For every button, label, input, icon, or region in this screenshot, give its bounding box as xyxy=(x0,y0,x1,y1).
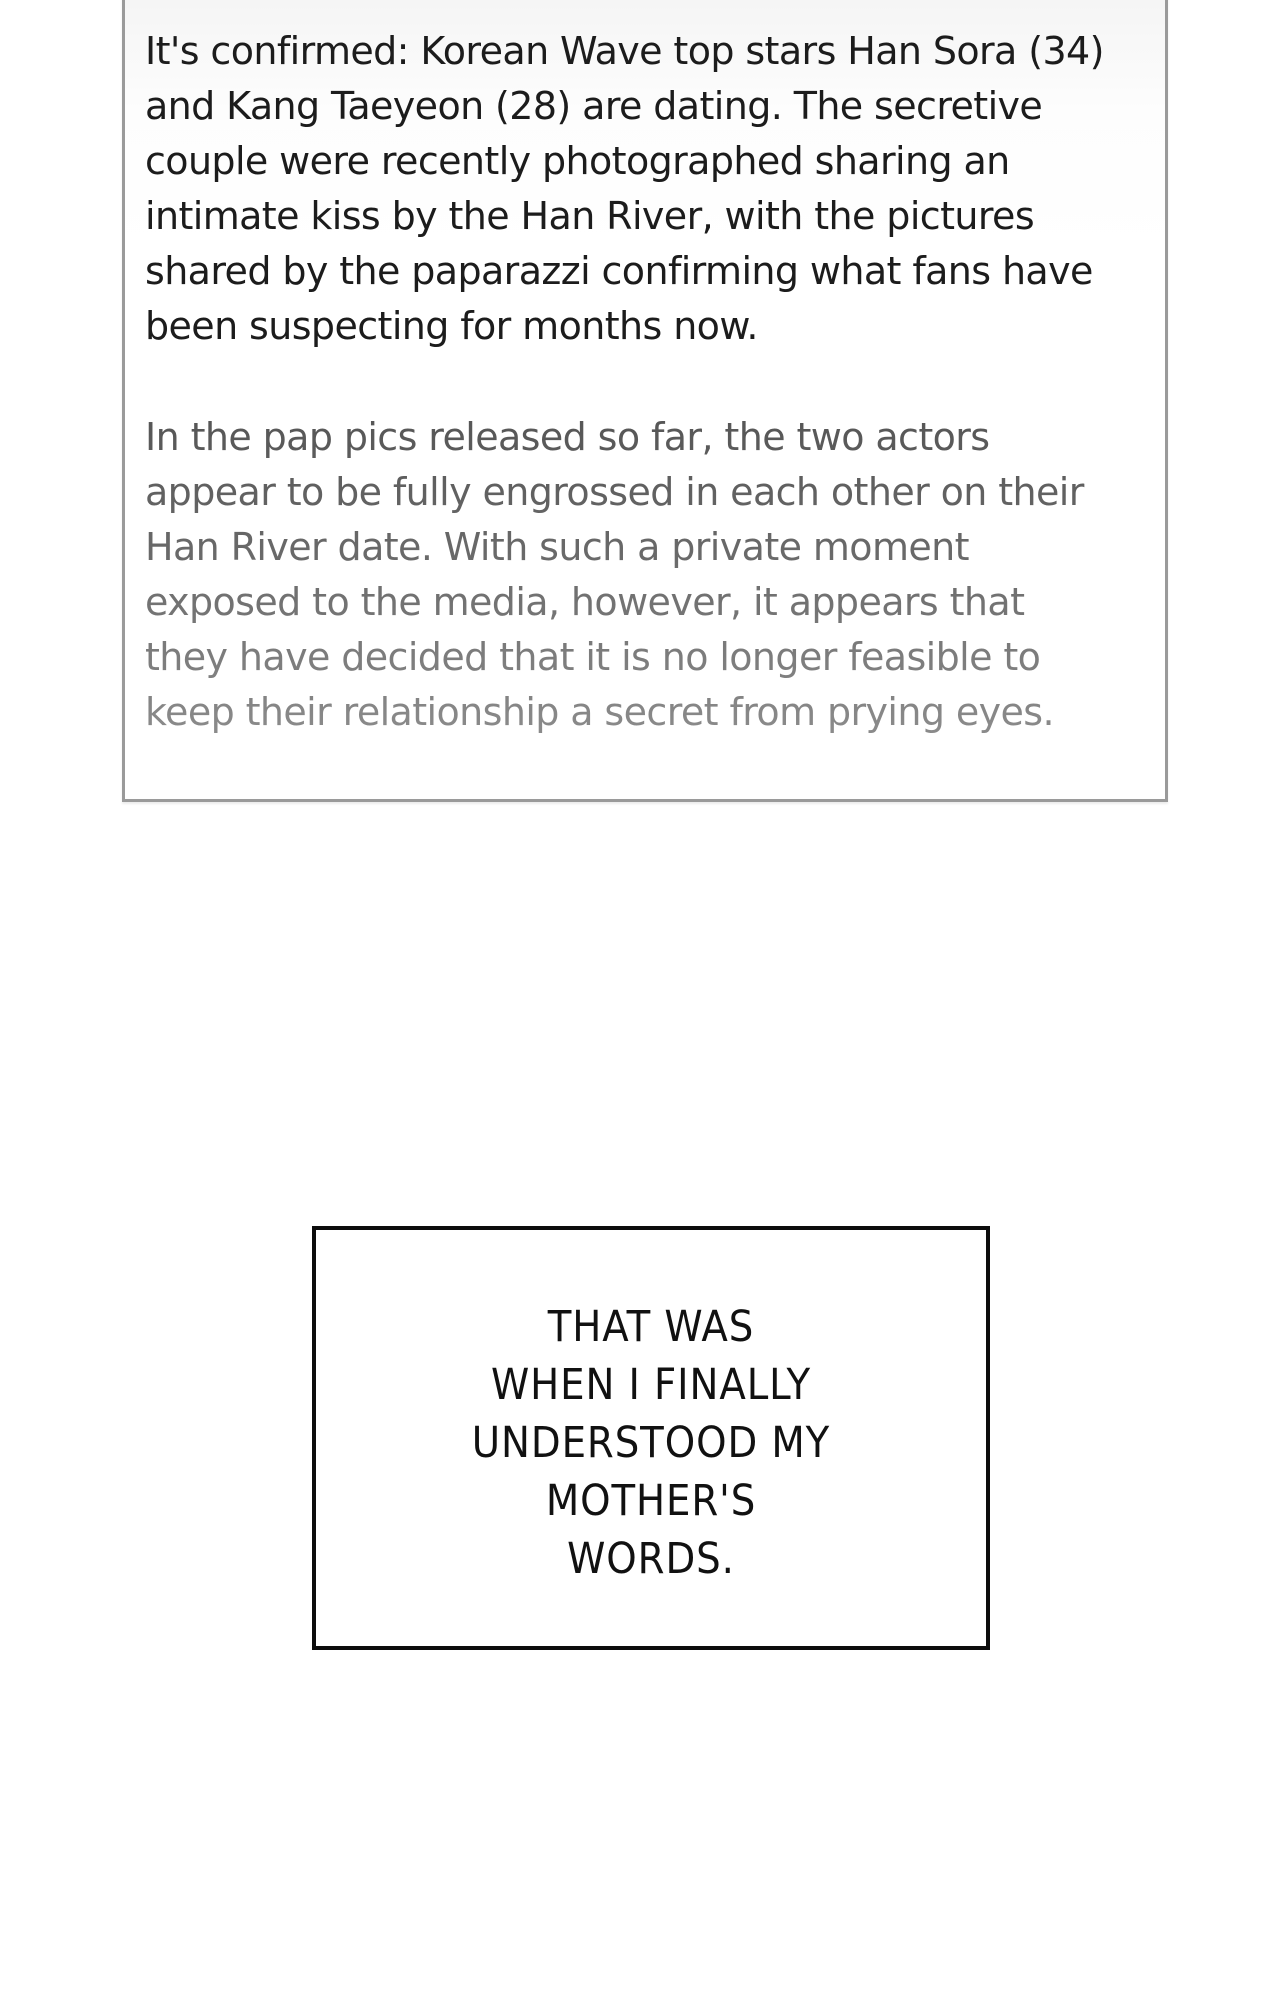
article-paragraph-2: In the pap pics released so far, the two actors appear to be fully engrossed in each other on their Han River date. With such a private moment exposed to the media, however, it appears that they have decided that it is no longer feasible to keep their relationship a secret from prying eyes. xyxy=(145,410,1145,740)
news-article-card xyxy=(122,0,1168,802)
narration-caption-text: THAT WAS WHEN I FINALLY UNDERSTOOD MY MOTHER'S WORDS. xyxy=(471,1302,831,1584)
article-paragraph-1: It's confirmed: Korean Wave top stars Han Sora (34) and Kang Taeyeon (28) are dating. The secretive couple were recently photographed sharing an intimate kiss by the Han River, with the pictures shared by the paparazzi confirming what fans have been suspecting for months now. xyxy=(145,29,1104,348)
narration-caption-box xyxy=(312,1226,990,1650)
